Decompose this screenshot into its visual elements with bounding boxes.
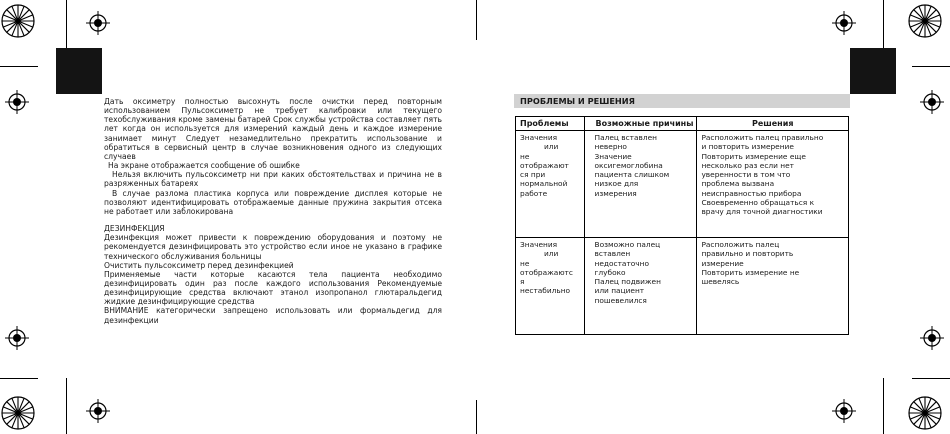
sunburst-calibration-icon (908, 396, 942, 430)
paragraph-clean-before: Очистить пульсоксиметр перед дезинфекцией (104, 260, 294, 270)
paragraph-error-message: На экране отображается сообщение об ошибке (108, 161, 300, 171)
registration-target-icon (920, 90, 944, 114)
problem-cell: Значения или не отображают ся при нормальной работе (516, 131, 585, 238)
problem-cell: Значения или не отображаютс я нестабильно (516, 238, 585, 335)
crop-mark-bottom-right-h (912, 378, 950, 379)
sunburst-calibration-icon (908, 4, 942, 38)
problems-solutions-table (515, 116, 849, 335)
paragraph-care: Дать оксиметру полностью высохнуть после очистки перед повторным использованием Пульсоксиметр не требует калибровки или текущего техобслуживания кроме замены батарей Срок службы устройства составляет пять лет когда он используется для измерений каждый день и каждое измерение занимает минут Следует незамедлительно прекратить использование и обратиться в сервисный центр в случае возникновения одного из следующих случаев (104, 97, 442, 161)
registration-target-icon (5, 90, 29, 114)
black-registration-block-left (56, 48, 102, 94)
crop-mark-center-top (476, 0, 477, 40)
crop-mark-bottom-left-h (0, 378, 38, 379)
header-causes: Возможные причины (584, 117, 697, 131)
cause-cell: Палец вставлен неверно Значение оксигемоглобина пациента слишком низкое для измерения (584, 131, 697, 238)
registration-target-icon (832, 11, 856, 35)
paragraph-disinfectants: Применяемые части которые касаются тела пациента необходимо дезинфицировать один раз после каждого использования Рекомендуемые дезинфицирующие средства включают этанол изопропанол глютаральдегид жидкие дезинфицирующие средства (104, 269, 442, 307)
registration-target-icon (86, 399, 110, 423)
crop-mark-top-left-h (0, 66, 38, 67)
table-header-row (516, 117, 849, 131)
left-text-column (104, 97, 442, 325)
disinfection-heading: ДЕЗИНФЕКЦИЯ (104, 224, 165, 234)
crop-mark-bottom-right (883, 378, 884, 434)
registration-target-icon (5, 326, 29, 350)
crop-mark-top-right-h (912, 66, 950, 67)
paragraph-warning: ВНИМАНИЕ категорически запрещено использовать или формальдегид для дезинфекции (104, 306, 442, 325)
solution-cell: Расположить палец правильно и повторить измерение Повторить измерение еще несколько раз если нет уверенности в том что проблема вызвана неисправностью прибора Своевременно обращаться к врачу для точной диагностики (697, 131, 849, 238)
crop-mark-center-bottom (476, 400, 477, 434)
sunburst-calibration-icon (1, 4, 35, 38)
paragraph-case-damage: В случае разлома пластика корпуса или повреждение дисплея которые не позволяют идентифицировать отображаемые данные пружина закрытия отсека не работает или заблокирована (104, 188, 442, 216)
registration-target-icon (832, 399, 856, 423)
header-solutions: Решения (697, 117, 849, 131)
cause-cell: Возможно палец вставлен недостаточно глубоко Палец подвижен или пациент пошевелился (584, 238, 697, 335)
section-title: ПРОБЛЕМЫ И РЕШЕНИЯ (514, 94, 850, 108)
solution-cell: Расположить палец правильно и повторить измерение Повторить измерение не шевелясь (697, 238, 849, 335)
registration-target-icon (86, 11, 110, 35)
crop-mark-bottom-left (66, 378, 67, 434)
sunburst-calibration-icon (1, 396, 35, 430)
paragraph-power-failure: Нельзя включить пульсоксиметр ни при каких обстоятельствах и причина не в разряженных батареях (104, 170, 442, 189)
table-row (516, 238, 849, 335)
header-problems: Проблемы (516, 117, 585, 131)
table-row (516, 131, 849, 238)
registration-target-icon (920, 326, 944, 350)
paragraph-disinfection-risk: Дезинфекция может привести к повреждению оборудования и поэтому не рекомендуется дезинфицировать это устройство если иное не указано в графике технического обслуживания больницы (104, 233, 442, 261)
black-registration-block-right (850, 48, 896, 94)
